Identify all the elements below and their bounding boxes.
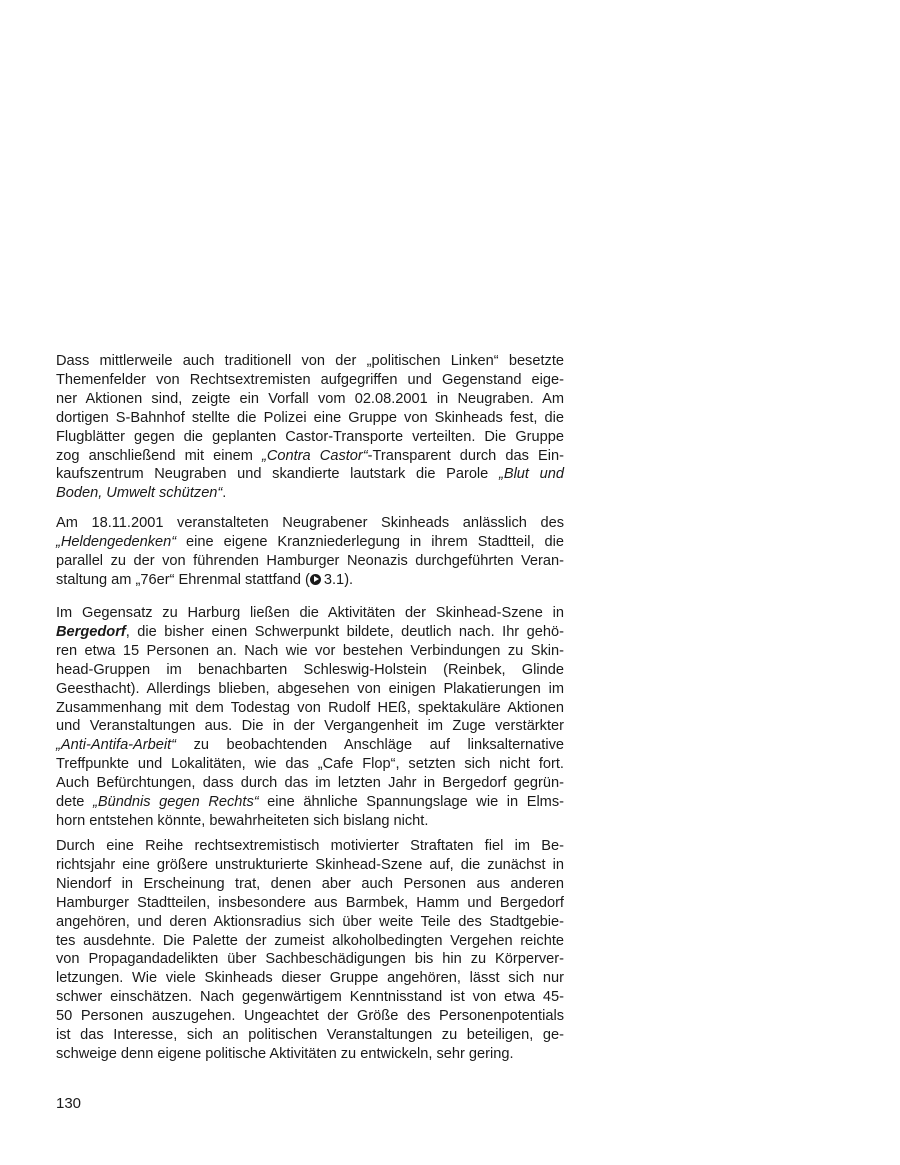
text-run: eine eigene Kranzniederlegung in ihrem Stadtteil, die	[176, 533, 564, 550]
text-line: von Propagandadelikten über Sachbeschädigungen bis hin zu Körperver-	[56, 951, 564, 968]
text-line: schwer einschätzen. Nach gegenwärtigem Kenntnisstand ist von etwa 45-	[56, 989, 564, 1006]
text-line	[56, 736, 564, 755]
text-line: Am 18.11.2001 veranstalteten Neugrabener Skinheads anlässlich des	[56, 515, 564, 531]
text-run: ).	[344, 571, 354, 588]
cross-reference: 3.1	[323, 571, 345, 588]
text-run: dete	[56, 794, 93, 811]
text-line: Im Gegensatz zu Harburg ließen die Aktivitäten der Skinhead-Szene in	[56, 605, 564, 621]
emphasis-quote: „Contra Castor“	[262, 447, 368, 464]
text-line	[56, 793, 564, 812]
text-line: Dass mittlerweile auch traditionell von der „politischen Linken“ besetzte	[56, 353, 564, 369]
text-run: -Transparent durch das Ein-	[367, 447, 564, 464]
text-line: richtsjahr eine größere unstrukturierte Skinhead-Szene auf, die zunächst in	[56, 856, 564, 873]
paragraph-niendorf-scene	[56, 837, 564, 1064]
text-line: Flugblätter gegen die geplanten Castor-Transporte verteilten. Die Gruppe	[56, 428, 564, 445]
text-line: Hamburger Stadtteilen, insbesondere aus Barmbek, Hamm und Bergedorf	[56, 894, 564, 911]
text-line: schweige denn eigene politische Aktivitäten zu entwickeln, sehr gering.	[56, 1045, 514, 1062]
text-run: kaufszentrum Neugraben und skandierte lautstark die Parole	[56, 466, 499, 483]
page-number: 130	[56, 1095, 82, 1112]
text-line: angehören, und deren Aktionsradius sich über weite Teile des Stadtgebie-	[56, 913, 564, 930]
text-line: Themenfelder von Rechtsextremisten aufgegriffen und Gegenstand eige-	[56, 371, 564, 388]
paragraph-neugraben-incident	[56, 352, 564, 503]
text-line: parallel zu der von führenden Hamburger Neonazis durchgeführten Veran-	[56, 552, 564, 569]
text-line: Auch Befürchtungen, dass durch das im letzten Jahr in Bergedorf gegrün-	[56, 775, 564, 792]
emphasis-quote: „Bündnis gegen Rechts“	[92, 794, 259, 811]
text-line: head-Gruppen im benachbarten Schleswig-Holstein (Reinbek, Glinde	[56, 661, 564, 678]
emphasis-quote: „Blut und	[498, 466, 564, 483]
emphasis-quote: „Heldengedenken“	[56, 533, 177, 550]
text-line: und Veranstaltungen aus. Die in der Vergangenheit im Zuge verstärkter	[56, 718, 564, 735]
text-line: tes ausdehnte. Die Palette der zumeist alkoholbedingten Vergehen reichte	[56, 932, 564, 949]
text-line: horn entstehen könnte, bewahrheiteten sich bislang nicht.	[56, 812, 429, 829]
text-line: letzungen. Wie viele Skinheads dieser Gruppe angehören, lässt sich nur	[56, 970, 564, 987]
text-line: Geesthacht). Allerdings blieben, abgesehen von einigen Plakatierungen im	[56, 680, 564, 697]
text-run: .	[222, 485, 227, 502]
arrow-right-circle-icon	[310, 574, 321, 585]
text-line	[56, 623, 564, 642]
text-line: dortigen S-Bahnhof stellte die Polizei eine Gruppe von Skinheads fest, die	[56, 409, 564, 426]
text-run: zog anschließend mit einem	[56, 447, 263, 464]
text-line	[56, 533, 564, 552]
paragraph-bergedorf	[56, 604, 564, 831]
text-run: eine ähnliche Spannungslage wie in Elms-	[258, 794, 564, 811]
text-line: ist das Interesse, sich an politischen Veranstaltungen zu beteiligen, ge-	[56, 1027, 564, 1044]
text-line	[56, 465, 564, 484]
text-run: zu beobachtenden Anschläge auf linksalternative	[176, 737, 564, 754]
text-run: staltung am „76er“ Ehrenmal stattfand (	[56, 571, 310, 588]
text-line: Niendorf in Erscheinung trat, denen aber auch Personen aus anderen	[56, 875, 564, 892]
text-line: ner Aktionen sind, zeigte ein Vorfall vom 02.08.2001 in Neugraben. Am	[56, 390, 564, 407]
text-line: Zusammenhang mit dem Todestag von Rudolf HEß, spektakuläre Aktionen	[56, 699, 564, 716]
text-line	[56, 484, 564, 503]
text-line: Treffpunkte und Lokalitäten, wie das „Cafe Flop“, setzten sich nicht fort.	[56, 756, 564, 773]
text-line	[56, 447, 564, 466]
emphasis-place: Bergedorf	[56, 623, 126, 640]
text-run: , die bisher einen Schwerpunkt bildete, deutlich nach. Ihr gehö-	[125, 623, 564, 640]
text-line	[56, 571, 564, 590]
emphasis-quote: „Anti-Antifa-Arbeit“	[56, 737, 177, 754]
paragraph-heldengedenken	[56, 514, 564, 590]
text-line: Durch eine Reihe rechtsextremistisch motivierter Straftaten fiel im Be-	[56, 838, 564, 854]
text-line: 50 Personen auszugehen. Ungeachtet der Größe des Personenpotentials	[56, 1008, 564, 1025]
text-line: ren etwa 15 Personen an. Nach wie vor bestehen Verbindungen zu Skin-	[56, 642, 564, 659]
emphasis-quote: Boden, Umwelt schützen“	[56, 485, 223, 502]
